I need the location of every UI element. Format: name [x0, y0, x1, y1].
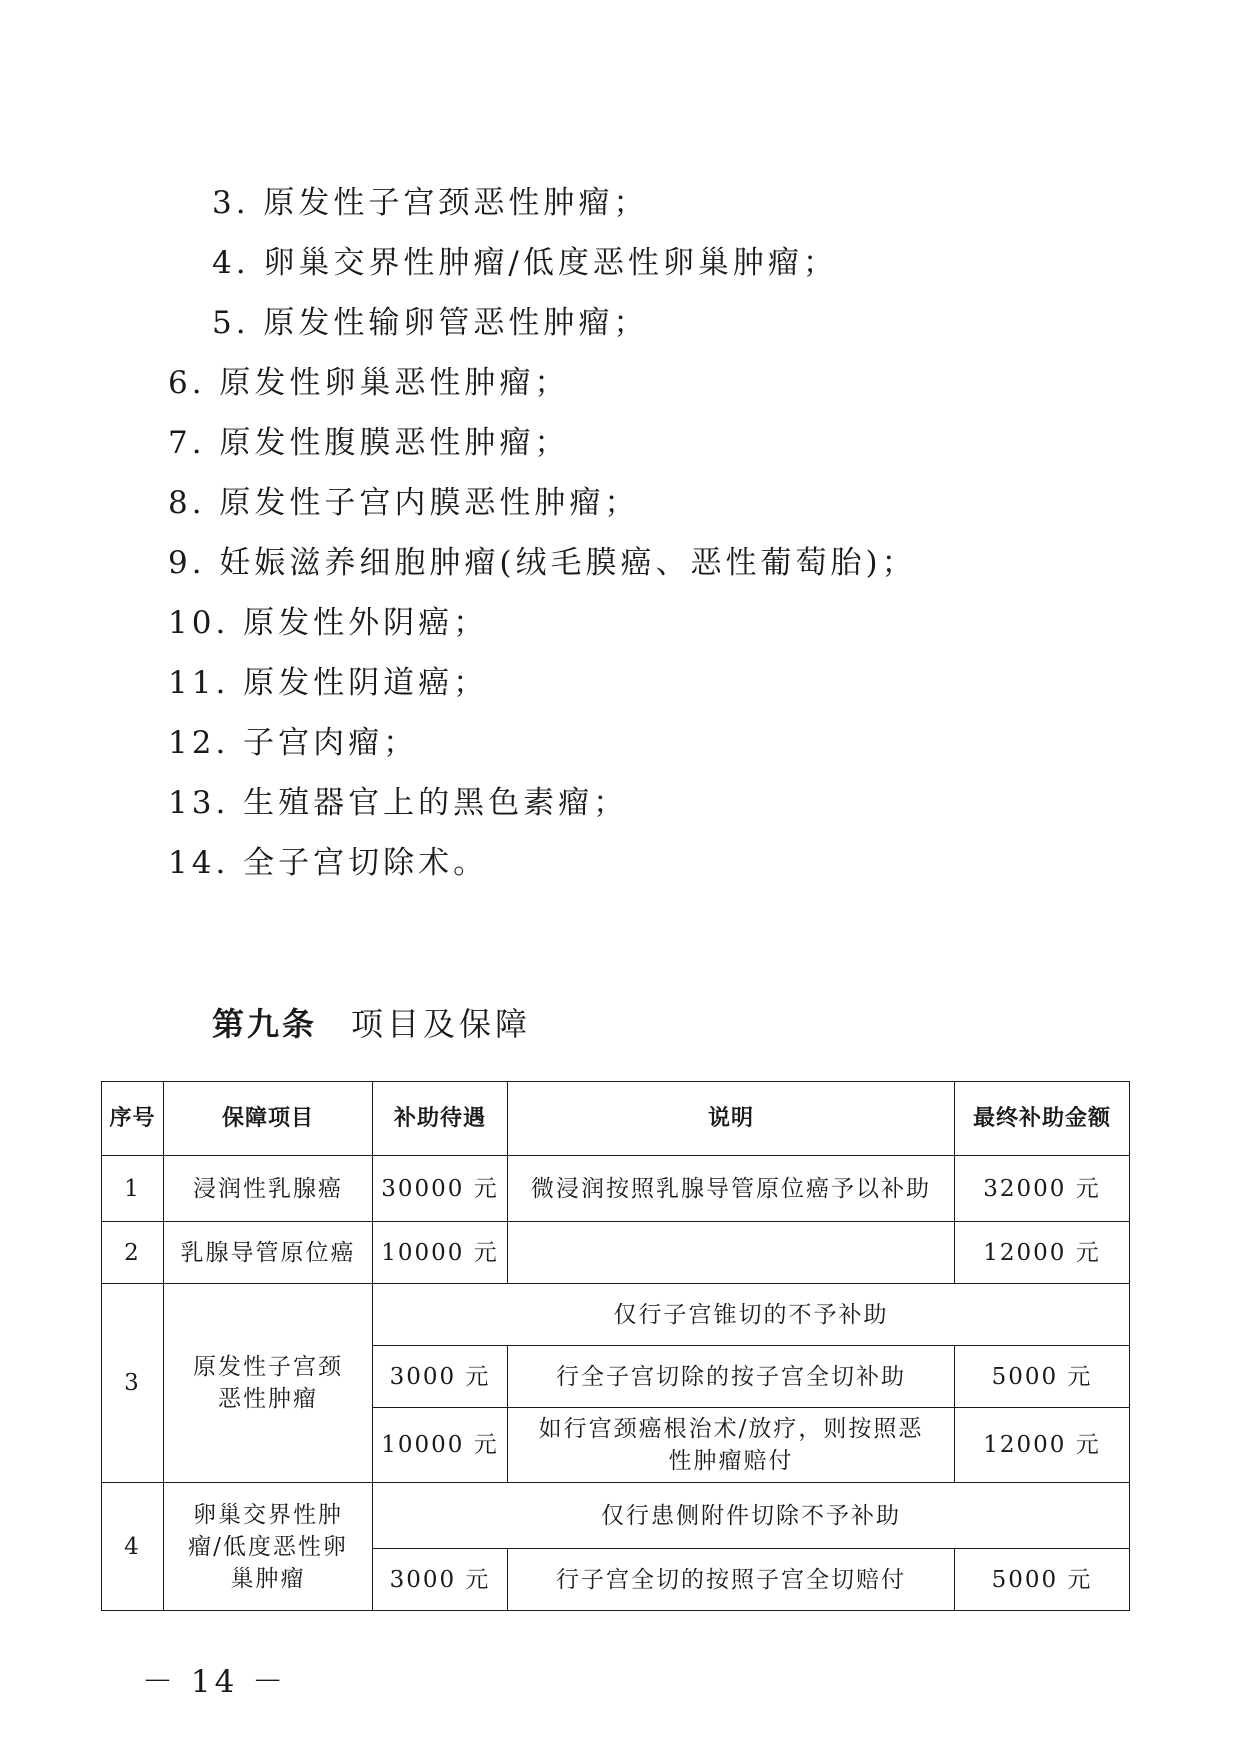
page-number: － 14 － — [142, 1664, 288, 1700]
cell-note: 如行宫颈癌根治术/放疗，则按照恶性肿瘤赔付 — [508, 1408, 955, 1483]
cell-item: 原发性子宫颈恶性肿瘤 — [164, 1284, 373, 1483]
cell-final: 12000 元 — [955, 1408, 1130, 1483]
header-final: 最终补助金额 — [955, 1082, 1130, 1156]
cell-benefit: 30000 元 — [373, 1156, 508, 1222]
table-row — [102, 1156, 1130, 1222]
header-seq: 序号 — [102, 1082, 164, 1156]
cell-note: 行子宫全切的按照子宫全切赔付 — [508, 1549, 955, 1611]
cell-final: 5000 元 — [955, 1346, 1130, 1408]
cell-note — [508, 1222, 955, 1284]
list-item: 8. 原发性子宫内膜恶性肿瘤； — [168, 485, 640, 521]
list-item: 3. 原发性子宫颈恶性肿瘤； — [212, 185, 649, 221]
cell-seq: 3 — [102, 1284, 164, 1483]
cell-benefit: 3000 元 — [373, 1549, 508, 1611]
table-row — [102, 1222, 1130, 1284]
cell-benefit: 3000 元 — [373, 1346, 508, 1408]
list-item: 5. 原发性输卵管恶性肿瘤； — [212, 305, 649, 341]
cell-final: 32000 元 — [955, 1156, 1130, 1222]
cell-benefit: 10000 元 — [373, 1408, 508, 1483]
article-heading — [212, 1004, 531, 1044]
cell-seq: 4 — [102, 1483, 164, 1611]
cell-seq: 2 — [102, 1222, 164, 1284]
article-number: 第九条 — [212, 1005, 318, 1043]
list-item: 14. 全子宫切除术。 — [168, 845, 489, 881]
cell-item: 卵巢交界性肿瘤/低度恶性卵巢肿瘤 — [164, 1483, 373, 1611]
cell-note: 微浸润按照乳腺导管原位癌予以补助 — [508, 1156, 955, 1222]
cell-span-note: 仅行子宫锥切的不予补助 — [373, 1284, 1130, 1346]
cell-note: 行全子宫切除的按子宫全切补助 — [508, 1346, 955, 1408]
list-item: 10. 原发性外阴癌； — [168, 605, 489, 641]
list-item: 11. 原发性阴道癌； — [168, 665, 489, 701]
cell-benefit: 10000 元 — [373, 1222, 508, 1284]
table-header-row — [102, 1082, 1130, 1156]
list-item: 7. 原发性腹膜恶性肿瘤； — [168, 425, 570, 461]
header-note: 说明 — [508, 1082, 955, 1156]
benefits-table — [101, 1081, 1130, 1611]
cell-final: 5000 元 — [955, 1549, 1130, 1611]
table-row — [102, 1284, 1130, 1346]
cell-span-note: 仅行患侧附件切除不予补助 — [373, 1483, 1130, 1549]
list-item: 6. 原发性卵巢恶性肿瘤； — [168, 365, 570, 401]
cell-final: 12000 元 — [955, 1222, 1130, 1284]
cell-item: 乳腺导管原位癌 — [164, 1222, 373, 1284]
cell-item: 浸润性乳腺癌 — [164, 1156, 373, 1222]
list-item: 9. 妊娠滋养细胞肿瘤(绒毛膜癌、恶性葡萄胎)； — [168, 545, 917, 581]
list-item: 4. 卵巢交界性肿瘤/低度恶性卵巢肿瘤； — [212, 245, 838, 281]
header-benefit: 补助待遇 — [373, 1082, 508, 1156]
list-item: 12. 子宫肉瘤； — [168, 725, 419, 761]
list-item: 13. 生殖器官上的黑色素瘤； — [168, 785, 629, 821]
cell-seq: 1 — [102, 1156, 164, 1222]
header-item: 保障项目 — [164, 1082, 373, 1156]
article-title: 项目及保障 — [351, 1005, 532, 1043]
table-row — [102, 1483, 1130, 1549]
